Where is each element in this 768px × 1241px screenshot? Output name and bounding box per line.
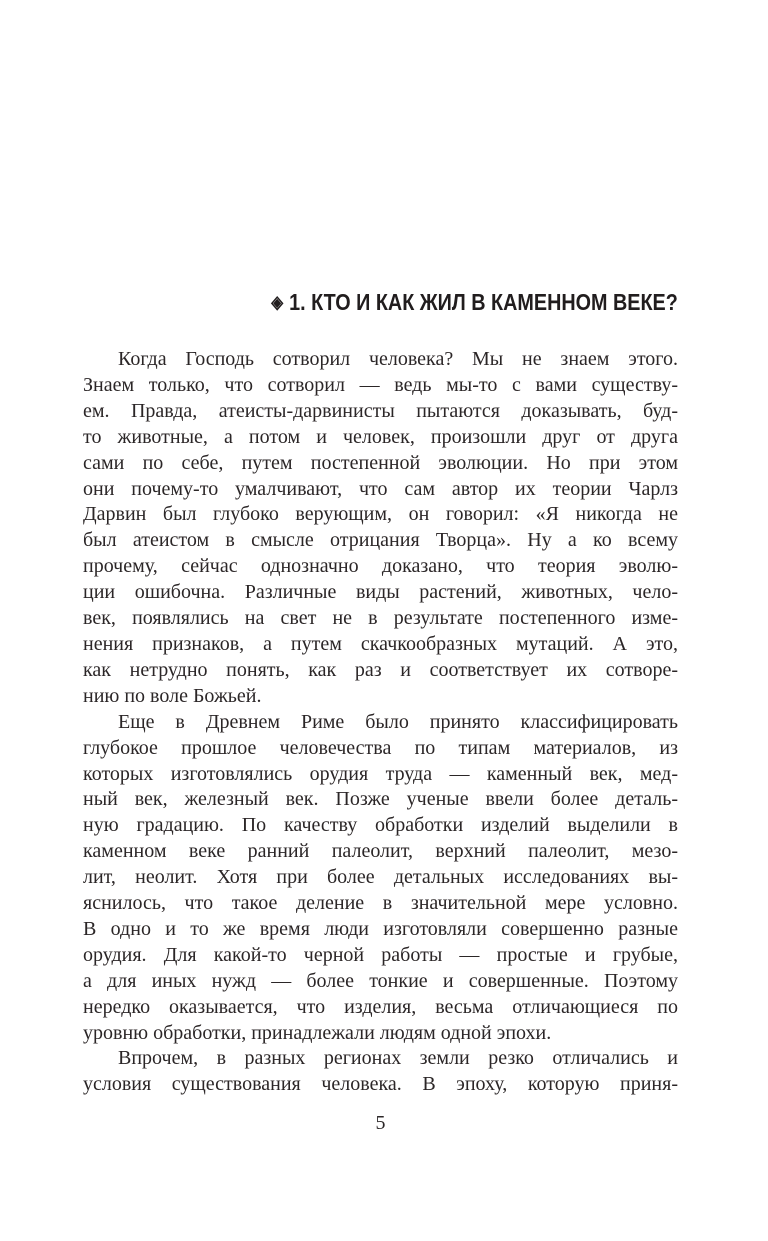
text-line: ный век, железный век. Позже ученые ввели более деталь-	[83, 788, 678, 811]
text-line: каменном веке ранний палеолит, верхний палеолит, мезо-	[83, 840, 678, 863]
text-line: то животные, а потом и человек, произошли друг от друга	[83, 425, 678, 448]
text-line: яснилось, что такое деление в значительной мере условно.	[83, 892, 678, 915]
diamond-ornament-icon: ◈	[271, 292, 284, 312]
text-line: Когда Господь сотворил человека? Мы не знаем этого.	[118, 348, 678, 370]
paragraph	[83, 1046, 678, 1098]
text-line: Дарвин был глубоко верующим, он говорил: «Я никогда не	[83, 503, 678, 526]
text-line: а для иных нужд — более тонкие и совершенные. Поэтому	[83, 969, 678, 992]
text-line: нередко оказывается, что изделия, весьма отличающиеся по	[83, 995, 678, 1018]
text-line: сами по себе, путем постепенной эволюции. Но при этом	[83, 451, 678, 474]
text-line: век, появлялись на свет не в результате постепенного изме-	[83, 607, 678, 630]
chapter-title-text: 1. КТО И КАК ЖИЛ В КАМЕННОМ ВЕКЕ?	[289, 289, 678, 315]
text-line: нения признаков, а путем скачкообразных мутаций. А это,	[83, 632, 678, 655]
paragraph	[83, 347, 678, 710]
text-line: В одно и то же время люди изготовляли совершенно разные	[83, 917, 678, 940]
text-line: Знаем только, что сотворил — ведь мы-то с вами существу-	[83, 373, 678, 396]
text-line: ции ошибочна. Различные виды растений, животных, чело-	[83, 581, 678, 604]
text-line: которых изготовлялись орудия труда — каменный век, мед-	[83, 762, 678, 785]
chapter-title	[83, 289, 678, 317]
text-line: ем. Правда, атеисты-дарвинисты пытаются доказывать, буд-	[83, 399, 678, 422]
text-line: они почему-то умалчивают, что сам автор их теории Чарлз	[83, 477, 678, 500]
text-line: Впрочем, в разных регионах земли резко отличались и	[118, 1047, 678, 1070]
text-line: ную градацию. По качеству обработки изделий выделили в	[83, 814, 678, 837]
text-line: нию по воле Божьей.	[83, 684, 262, 707]
text-line: глубокое прошлое человечества по типам материалов, из	[83, 736, 678, 759]
body-text	[83, 347, 678, 1098]
text-line: условия существования человека. В эпоху, которую приня-	[83, 1073, 678, 1096]
text-line: как нетрудно понять, как раз и соответствует их сотворе-	[83, 658, 678, 681]
text-line: был атеистом в смысле отрицания Творца». Ну а ко всему	[83, 529, 678, 552]
text-line: уровню обработки, принадлежали людям одной эпохи.	[83, 1021, 552, 1044]
page-number: 5	[375, 1112, 386, 1134]
paragraph	[83, 710, 678, 1047]
text-line: прочему, сейчас однозначно доказано, что теория эволю-	[83, 555, 678, 578]
text-line: Еще в Древнем Риме было принято классифицировать	[118, 710, 678, 733]
text-line: лит, неолит. Хотя при более детальных исследованиях вы-	[83, 866, 678, 889]
text-line: орудия. Для какой-то черной работы — простые и грубые,	[83, 943, 678, 966]
